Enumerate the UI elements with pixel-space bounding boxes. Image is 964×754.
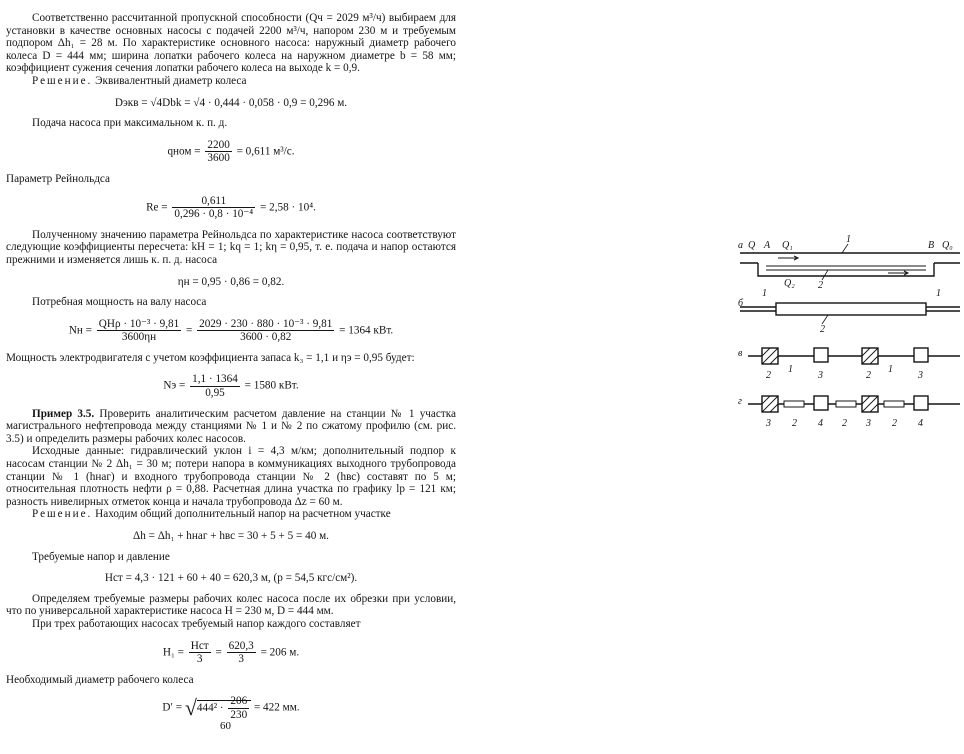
row-b-label-1b: 1 xyxy=(936,288,941,299)
row-g-label-4b: 4 xyxy=(918,418,923,429)
eq9-numerator-2: 620,3 xyxy=(228,639,254,652)
sqrt-radicand xyxy=(196,695,251,721)
paragraph-input-data: Исходные данные: гидравлический уклон i = 4,3 м/км; дополнительный подпор к насосам станции № 2 Δh₁ = 30 м; потери напора в коммуникациях выходного трубопровода станции № 1 (hнаг) и входного трубопровода станции № 2 (hвс) составят по 5 м; относительная плотность нефти ρ = 0,88. Расчетная длина участка по графику lр = 121 км; разность нивелирных отметок конца и начала трубопровода Δz = 60 м. xyxy=(6,445,456,508)
solution-text: Эквивалентный диаметр колеса xyxy=(92,74,247,87)
eq3-lhs: Re = xyxy=(146,201,168,214)
row-a-label-q: Q xyxy=(748,240,756,251)
station-box-2 xyxy=(914,348,928,362)
equation-additional-head: Δh = Δh₁ + hнаг + hвс = 30 + 5 + 5 = 40 м. xyxy=(133,530,329,542)
row-a-letter: а xyxy=(738,240,743,251)
eq9-numerator-1: Hст xyxy=(190,639,209,652)
station-g-box-1 xyxy=(814,396,828,410)
row-v-label-2a: 2 xyxy=(766,370,771,381)
row-g-label-2a: 2 xyxy=(792,418,797,429)
eq9-lhs: H₁ = xyxy=(162,646,184,659)
eq2-denominator: 3600 xyxy=(207,152,230,165)
row-b-label-2: 2 xyxy=(820,324,825,335)
paragraph-impeller-size: Определяем требуемые размеры рабочих колес насоса после их обрезки при условии, что по универсальной характеристике насоса H = 230 м, D = 444 мм. xyxy=(6,592,456,618)
row-a-label-q2: Q₂ xyxy=(784,278,795,289)
eq5-numerator-2: 2029 · 230 · 880 · 10⁻³ · 9,81 xyxy=(199,317,333,330)
row-v-label-3b: 3 xyxy=(918,370,923,381)
eq9-denominator-1: 3 xyxy=(196,653,203,666)
eq2-rhs: = 0,611 м³/с. xyxy=(236,145,295,158)
eq6-numerator: 1,1 · 1364 xyxy=(192,373,238,386)
row-a-label-q1: Q₁ xyxy=(782,240,793,251)
row-g-label-4a: 4 xyxy=(818,418,823,429)
eq5-equals: = xyxy=(186,324,193,337)
row-v-letter: в xyxy=(738,348,743,359)
paragraph-motor-power: Мощность электродвигателя с учетом коэффициента запаса k₃ = 1,1 и ηэ = 0,95 будет: xyxy=(6,351,415,364)
eq5-numerator-1: QHρ · 10⁻³ · 9,81 xyxy=(98,317,180,330)
eq9-equals: = xyxy=(215,646,222,659)
solution-label-2: Решение. xyxy=(32,508,93,521)
row-a xyxy=(738,234,960,291)
eq5-denominator-1: 3600ηн xyxy=(121,331,157,344)
row-g-letter: г xyxy=(738,396,742,407)
row-g-label-3a: 3 xyxy=(766,418,771,429)
paragraph-shaft-power: Потребная мощность на валу насоса xyxy=(32,296,207,309)
station-box-1 xyxy=(814,348,828,362)
eq6-rhs: = 1580 кВт. xyxy=(244,380,299,393)
equation-equivalent-diameter: Dэкв = √4Dbk = √4 · 0,444 · 0,058 · 0,9 = 0,296 м. xyxy=(114,96,348,109)
eq5-fraction-2 xyxy=(197,318,334,344)
row-v xyxy=(738,348,960,381)
eq9-fraction-2 xyxy=(227,640,256,666)
leader-2 xyxy=(822,270,828,280)
leader-1 xyxy=(842,244,848,253)
eq2-numerator: 2200 xyxy=(207,138,230,151)
row-a-label-1: 1 xyxy=(846,234,851,245)
eq9-rhs: = 206 м. xyxy=(260,646,300,659)
row-b-letter: б xyxy=(738,298,744,309)
eq5-denominator-2: 3600 · 0,82 xyxy=(240,331,292,344)
example-label: Пример 3.5. xyxy=(32,407,95,420)
station-g-box-2 xyxy=(914,396,928,410)
paragraph-solution-1 xyxy=(6,75,456,88)
eq3-numerator: 0,611 xyxy=(172,195,255,209)
equation-required-diameter xyxy=(6,695,456,721)
row-g-label-2b: 2 xyxy=(842,418,847,429)
eq3-denominator: 0,296 · 0,8 · 10⁻⁴ xyxy=(174,208,254,221)
eq6-fraction xyxy=(190,373,240,399)
row-a-label-a: A xyxy=(764,240,771,251)
eq9-denominator-2: 3 xyxy=(238,653,244,666)
row-v-label-1a: 1 xyxy=(788,364,793,375)
row-v-label-3a: 3 xyxy=(818,370,823,381)
paragraph-flow-rate: Подача насоса при максимальном к. п. д. xyxy=(32,117,228,130)
eq3-rhs: = 2,58 · 10⁴. xyxy=(260,201,316,214)
paragraph-required-diameter: Необходимый диаметр рабочего колеса xyxy=(6,673,194,686)
pipeline-schematic xyxy=(738,228,962,450)
example-text: Проверить аналитическим расчетом давление на станции № 1 участка магистрального нефтепровода между станциями № 1 и № 2 по сжатому профилю (см. рис. 3.5) и определить размеры рабочих колес насосов. xyxy=(6,407,456,445)
eq3-fraction xyxy=(172,195,255,221)
row-g xyxy=(738,396,960,429)
pipeline-schematic-figure xyxy=(738,228,962,450)
flow-arrow-1 xyxy=(778,256,798,260)
eq6-lhs: Nэ = xyxy=(163,380,186,393)
row-v-label-2b: 2 xyxy=(866,370,871,381)
equation-nominal-flow xyxy=(6,139,456,165)
solution-text-2: Находим общий дополнительный напор на расчетном участке xyxy=(92,508,391,521)
eq10-fraction xyxy=(228,695,249,721)
page-number: 60 xyxy=(220,720,231,732)
row-b-label-1a: 1 xyxy=(762,288,767,299)
row-a-label-2: 2 xyxy=(818,280,823,291)
paragraph-required-head: Требуемые напор и давление xyxy=(32,550,170,563)
eq10-rhs: = 422 мм. xyxy=(253,702,300,715)
row-b xyxy=(738,288,960,335)
row-a-label-v: В xyxy=(928,240,935,251)
flow-arrow-2 xyxy=(888,271,908,275)
text-column xyxy=(6,12,456,730)
paragraph-three-pumps: При трех работающих насосах требуемый напор каждого составляет xyxy=(32,617,361,630)
equation-reynolds xyxy=(6,195,456,221)
sqrt-sign: √ xyxy=(184,695,197,721)
pipe-segment-g-2 xyxy=(836,401,856,407)
paragraph-pump-selection: Соответственно рассчитанной пропускной способности (Qч = 2029 м³/ч) выбираем для установки в качестве основных насосы с подачей 2200 м³/ч, напором 230 м и требуемым подпором Δh₁ = 28 м. По характеристике основного насоса: наружный диаметр рабочего колеса D = 444 мм; ширина лопатки рабочего колеса на наружном диаметре b = 58 мм; коэффициент сужения сечения лопатки рабочего колеса на выходе k = 0,9. xyxy=(6,12,456,75)
eq10-lhs: D′ = xyxy=(162,702,183,715)
eq2-fraction xyxy=(205,139,231,165)
equation-efficiency: ηн = 0,95 · 0,86 = 0,82. xyxy=(177,275,285,288)
eq6-denominator: 0,95 xyxy=(205,387,225,400)
row-v-label-1b: 1 xyxy=(888,364,893,375)
paragraph-example-3-5 xyxy=(6,408,456,446)
eq2-lhs: qном = xyxy=(167,145,201,158)
equation-station-head: Hст = 4,3 · 121 + 60 + 40 = 620,3 м, (p = 54,5 кгс/см²). xyxy=(104,572,358,585)
wide-pipe-section xyxy=(776,303,926,315)
row-a-label-q0: Q₀ xyxy=(942,240,953,251)
paragraph-reynolds: Параметр Рейнольдса xyxy=(6,172,110,185)
row-g-label-2c: 2 xyxy=(892,418,897,429)
solution-label: Решение. xyxy=(32,74,93,87)
equation-head-per-pump xyxy=(6,640,456,666)
eq5-fraction-1 xyxy=(97,318,181,344)
paragraph-solution-2 xyxy=(6,508,456,521)
eq5-rhs: = 1364 кВт. xyxy=(339,324,394,337)
pipe-segment-g-3 xyxy=(884,401,904,407)
eq10-radicand-text: 444² · xyxy=(196,702,224,715)
eq10-numerator: 206 xyxy=(230,695,248,708)
equation-motor-power xyxy=(6,373,456,399)
leader-b2 xyxy=(822,315,828,324)
eq10-denominator: 230 xyxy=(230,708,248,721)
eq9-fraction-1 xyxy=(189,640,211,666)
equation-shaft-power xyxy=(6,318,456,344)
pipe-segment-g-1 xyxy=(784,401,804,407)
paragraph-coefficients: Полученному значению параметра Рейнольдса по характеристике насоса соответствуют следующие коэффициенты пересчета: kH = 1; kq = 1; kη = 0,95, т. е. подача и напор остаются прежними и изменяется лишь к. п. д. насоса xyxy=(6,228,456,266)
eq5-lhs: Nн = xyxy=(68,324,92,337)
row-g-label-3b: 3 xyxy=(866,418,871,429)
